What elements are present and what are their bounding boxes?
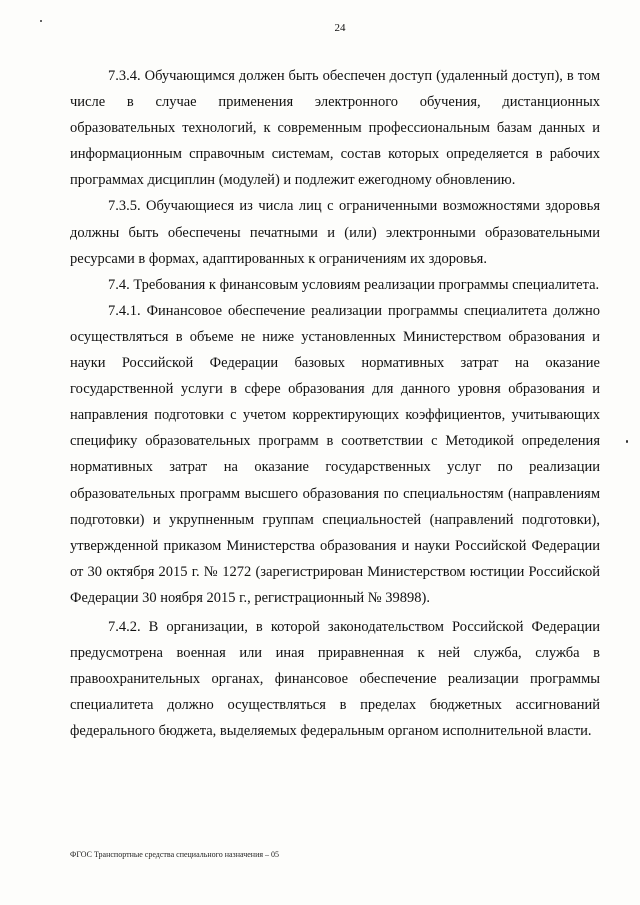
heading-7-4: 7.4. Требования к финансовым условиям реализации программы специалитета. bbox=[108, 276, 600, 293]
page-number: 24 bbox=[334, 22, 346, 34]
scan-speck bbox=[626, 440, 628, 443]
paragraph-7-3-5: 7.3.5. Обучающиеся из числа лиц с ограниченными возможностями здоровья должны быть обеспечены печатными и (или) электронными образовательными ресурсами в формах, адаптированных к ограничениям их здоровья. bbox=[70, 198, 600, 267]
page-footer: ФГОС Транспортные средства специального назначения – 05 bbox=[70, 850, 280, 859]
paragraph-7-4-1: 7.4.1. Финансовое обеспечение реализации программы специалитета должно осуществляться в объеме не ниже установленных Министерством образования и науки Российской Федерации базовых нормативных затрат на оказание государственной услуги в сфере образования для данного уровня образования и направления подготовки с учетом корректирующих коэффициентов, учитывающих специфику образовательных программ в соответствии с Методикой определения нормативных затрат на оказание государственных услуг по реализации образовательных программ высшего образования по специальностям (направлениям подготовки) и укрупненным группам специальностей (направлений подготовки), утвержденной приказом Министерства образования и науки Российской Федерации от 30 октября 2015 г. № 1272 (зарегистрирован Министерством юстиции Российской Федерации 30 ноября 2015 г., регистрационный № 39898). bbox=[70, 302, 600, 606]
paragraph-7-4-2: 7.4.2. В организации, в которой законодательством Российской Федерации предусмотрена военная или иная приравненная к ней служба, служба в правоохранительных органах, финансовое обеспечение реализации программы специалитета должно осуществляться в пределах бюджетных ассигнований федерального бюджета, выделяемых федеральным органом исполнительной власти. bbox=[70, 618, 600, 740]
paragraph-7-3-4: 7.3.4. Обучающимся должен быть обеспечен доступ (удаленный доступ), в том числе в случае применения электронного обучения, дистанционных образовательных технологий, к современным профессиональным базам данных и информационным справочным системам, состав которых определяется в рабочих программах дисциплин (модулей) и подлежит ежегодному обновлению. bbox=[70, 68, 600, 189]
document-body bbox=[70, 63, 600, 744]
